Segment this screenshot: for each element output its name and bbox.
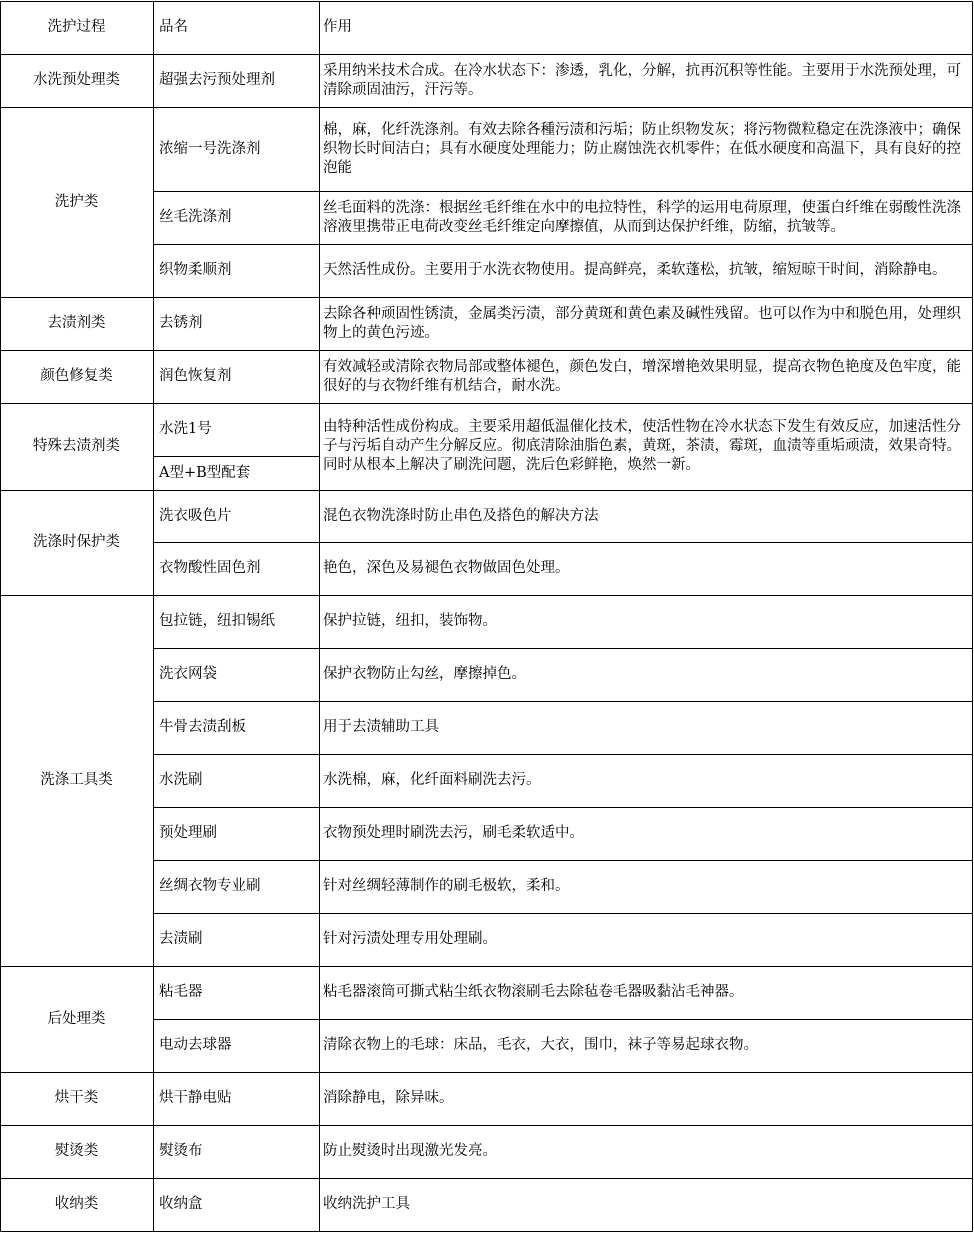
product-name-cell: 超强去污预处理剂 xyxy=(159,72,275,88)
category-cell: 特殊去渍剂类 xyxy=(33,438,120,454)
product-name-cell: 预处理刷 xyxy=(159,825,217,841)
product-effect-cell: 消除静电，除异味。 xyxy=(323,1090,454,1106)
header-effect: 作用 xyxy=(323,19,352,35)
category-cell: 后处理类 xyxy=(47,1010,106,1027)
product-effect-cell: 衣物预处理时刷洗去污，刷毛柔软适中。 xyxy=(323,825,584,841)
product-name-cell: 去锈剂 xyxy=(159,315,203,331)
product-name-cell: 熨烫布 xyxy=(159,1143,203,1159)
category-cell: 颜色修复类 xyxy=(40,368,113,384)
category-cell: 收纳类 xyxy=(54,1196,99,1212)
product-name-cell: 水洗刷 xyxy=(159,772,203,788)
product-name-cell: 去渍刷 xyxy=(159,931,203,947)
category-cell: 水洗预处理类 xyxy=(33,72,120,88)
product-effect-cell: 防止熨烫时出现激光发亮。 xyxy=(323,1143,497,1159)
product-effect-cell: 有效减轻或清除衣物局部或整体褪色，颜色发白，增深增艳效果明显，提高衣物色艳度及色牢度，能很好的与衣物纤维有机结合，耐水洗。 xyxy=(323,358,961,394)
product-effect-cell: 棉，麻，化纤洗涤剂。有效去除各種污渍和污垢；防止织物发灰；将污物微粒稳定在洗涤液中；确保织物长时间洁白；具有水硬度处理能力；防止腐蚀洗衣机零件；在低水硬度和高温下，具有良好的控泡能 xyxy=(323,121,961,176)
product-name-cell: 牛骨去渍刮板 xyxy=(159,719,246,735)
product-effect-cell: 艳色，深色及易褪色衣物做固色处理。 xyxy=(323,560,570,576)
product-name-cell: 润色恢复剂 xyxy=(159,368,232,384)
product-name-cell: 收纳盒 xyxy=(159,1196,203,1212)
product-name-cell: 浓缩一号洗涤剂 xyxy=(159,140,261,157)
product-name-cell: 粘毛器 xyxy=(159,984,203,1000)
product-effect-cell: 收纳洗护工具 xyxy=(323,1196,410,1212)
product-effect-cell: 丝毛面料的洗涤：根据丝毛纤维在水中的电拉特性，科学的运用电荷原理，使蛋白纤维在弱酸性洗涤溶液里携带正电荷改变丝毛纤维定向摩擦值，从而到达保护纤维，防缩，抗皱等。 xyxy=(323,199,961,235)
product-name-cell: 衣物酸性固色剂 xyxy=(159,560,261,576)
product-effect-cell: 清除衣物上的毛球：床品，毛衣，大衣，围巾，袜子等易起球衣物。 xyxy=(323,1037,758,1053)
product-name-cell: 洗衣吸色片 xyxy=(159,507,232,524)
header-product: 品名 xyxy=(159,19,188,35)
product-effect-cell: 针对污渍处理专用处理刷。 xyxy=(323,931,497,947)
product-effect-cell: 混色衣物洗涤时防止串色及搭色的解决方法 xyxy=(323,507,599,524)
product-effect-cell: 保护拉链，纽扣，装饰物。 xyxy=(323,613,497,629)
product-effect-cell: 去除各种顽固性锈渍，金属类污渍，部分黄斑和黄色素及碱性残留。也可以作为中和脱色用，处理织物上的黄色污迹。 xyxy=(323,305,961,341)
product-effect-cell: 保护衣物防止勾丝，摩擦掉色。 xyxy=(323,666,526,682)
product-name-cell: 烘干静电贴 xyxy=(159,1090,232,1106)
category-cell: 去渍剂类 xyxy=(47,315,106,331)
category-cell: 洗涤时保护类 xyxy=(33,534,120,550)
product-name-cell: 电动去球器 xyxy=(159,1037,232,1053)
product-name-cell: 丝毛洗涤剂 xyxy=(159,209,232,225)
category-cell: 洗涤工具类 xyxy=(40,772,113,788)
product-name-cell: A型+B型配套 xyxy=(159,464,251,481)
product-name-cell: 丝绸衣物专业刷 xyxy=(159,878,261,894)
category-cell: 洗护类 xyxy=(54,193,99,210)
product-name-cell: 水洗1号 xyxy=(159,421,212,437)
product-effect-cell: 针对丝绸轻薄制作的刷毛极软，柔和。 xyxy=(323,878,570,894)
category-cell: 熨烫类 xyxy=(54,1143,99,1159)
product-effect-cell: 由特种活性成份构成。主要采用超低温催化技术，使活性物在冷水状态下发生有效反应，加速活性分子与污垢自动产生分解反应。彻底清除油脂色素，黄斑，茶渍，霉斑，血渍等重垢顽渍，效果奇特。同时从根本上解决了刷洗问题，洗后色彩鲜艳，焕然一新。 xyxy=(323,419,961,473)
product-name-cell: 洗衣网袋 xyxy=(159,666,217,682)
product-effect-cell: 天然活性成份。主要用于水洗衣物使用。提高鲜亮，柔软蓬松，抗皱，缩短晾干时间，消除静电。 xyxy=(323,262,947,278)
product-name-cell: 织物柔顺剂 xyxy=(159,262,232,278)
product-name-cell: 包拉链，纽扣锡纸 xyxy=(159,613,275,629)
header-process: 洗护过程 xyxy=(47,19,106,35)
product-effect-cell: 用于去渍辅助工具 xyxy=(323,719,439,735)
product-effect-cell: 粘毛器滚筒可撕式粘尘纸衣物滚刷毛去除毡卷毛器吸黏沾毛神器。 xyxy=(323,984,744,1000)
product-effect-cell: 采用纳米技术合成。在冷水状态下：渗透，乳化，分解，抗再沉积等性能。主要用于水洗预处理，可清除顽固油污，汗污等。 xyxy=(323,62,961,98)
product-effect-cell: 水洗棉，麻，化纤面料刷洗去污。 xyxy=(323,772,541,788)
category-cell: 烘干类 xyxy=(54,1090,99,1106)
